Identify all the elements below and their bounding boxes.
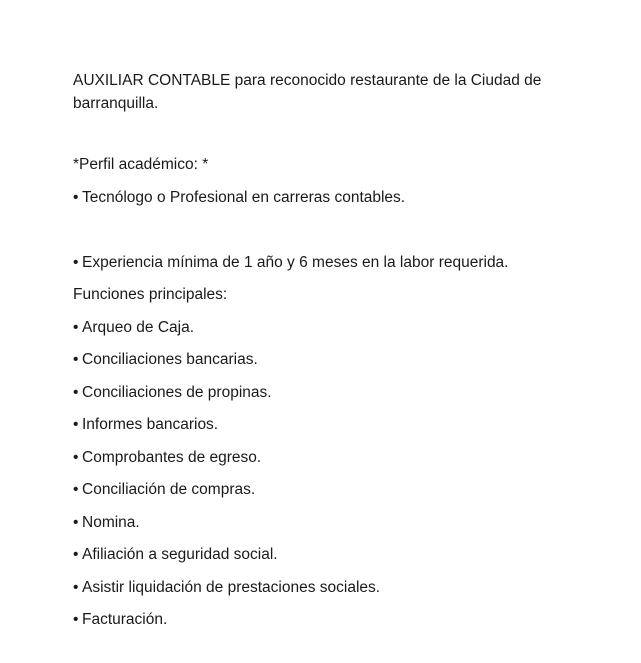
- function-item: [73, 442, 593, 475]
- profile-heading: *Perfil académico: *: [73, 156, 209, 173]
- bullet-icon: •: [73, 448, 79, 466]
- experience-item: [73, 247, 593, 280]
- bullet-icon: •: [73, 318, 79, 336]
- function-item-text: Comprobantes de egreso.: [82, 448, 262, 466]
- bullet-icon: •: [73, 383, 79, 401]
- functions-heading: Funciones principales:: [73, 286, 228, 303]
- bullet-icon: •: [73, 513, 79, 531]
- bullet-icon: •: [73, 611, 79, 628]
- function-item-text: Informes bancarios.: [82, 416, 219, 433]
- function-item-text: Conciliaciones de propinas.: [82, 383, 272, 401]
- function-item: [73, 539, 593, 572]
- profile-item-text: Tecnólogo o Profesional en carreras contables.: [82, 188, 406, 206]
- function-item: [73, 572, 593, 605]
- function-item: [73, 344, 593, 377]
- profile-item: [73, 182, 593, 215]
- function-item-text: Facturación.: [82, 611, 168, 628]
- function-item: [73, 474, 593, 507]
- function-item-text: Nomina.: [82, 513, 140, 531]
- function-item: [73, 507, 593, 540]
- bullet-icon: •: [73, 481, 79, 498]
- function-item: [73, 312, 593, 345]
- function-item-text: Conciliaciones bancarias.: [82, 351, 258, 368]
- spacer: [73, 115, 593, 149]
- document-body: [73, 69, 593, 637]
- spacer: [73, 214, 593, 247]
- function-item: [73, 377, 593, 410]
- bullet-icon: •: [73, 546, 79, 563]
- function-item: [73, 604, 593, 637]
- job-intro: AUXILIAR CONTABLE para reconocido restaurante de la Ciudad de barranquilla.: [73, 72, 542, 112]
- bullet-icon: •: [73, 416, 79, 433]
- function-item: [73, 409, 593, 442]
- function-item-text: Afiliación a seguridad social.: [82, 546, 278, 563]
- function-item-text: Arqueo de Caja.: [82, 318, 195, 336]
- function-item-text: Conciliación de compras.: [82, 481, 256, 498]
- function-item-text: Asistir liquidación de prestaciones sociales.: [82, 578, 381, 596]
- bullet-icon: •: [73, 188, 79, 206]
- bullet-icon: •: [73, 351, 79, 368]
- bullet-icon: •: [73, 253, 79, 271]
- experience-text: Experiencia mínima de 1 año y 6 meses en la labor requerida.: [82, 253, 509, 271]
- bullet-icon: •: [73, 578, 79, 596]
